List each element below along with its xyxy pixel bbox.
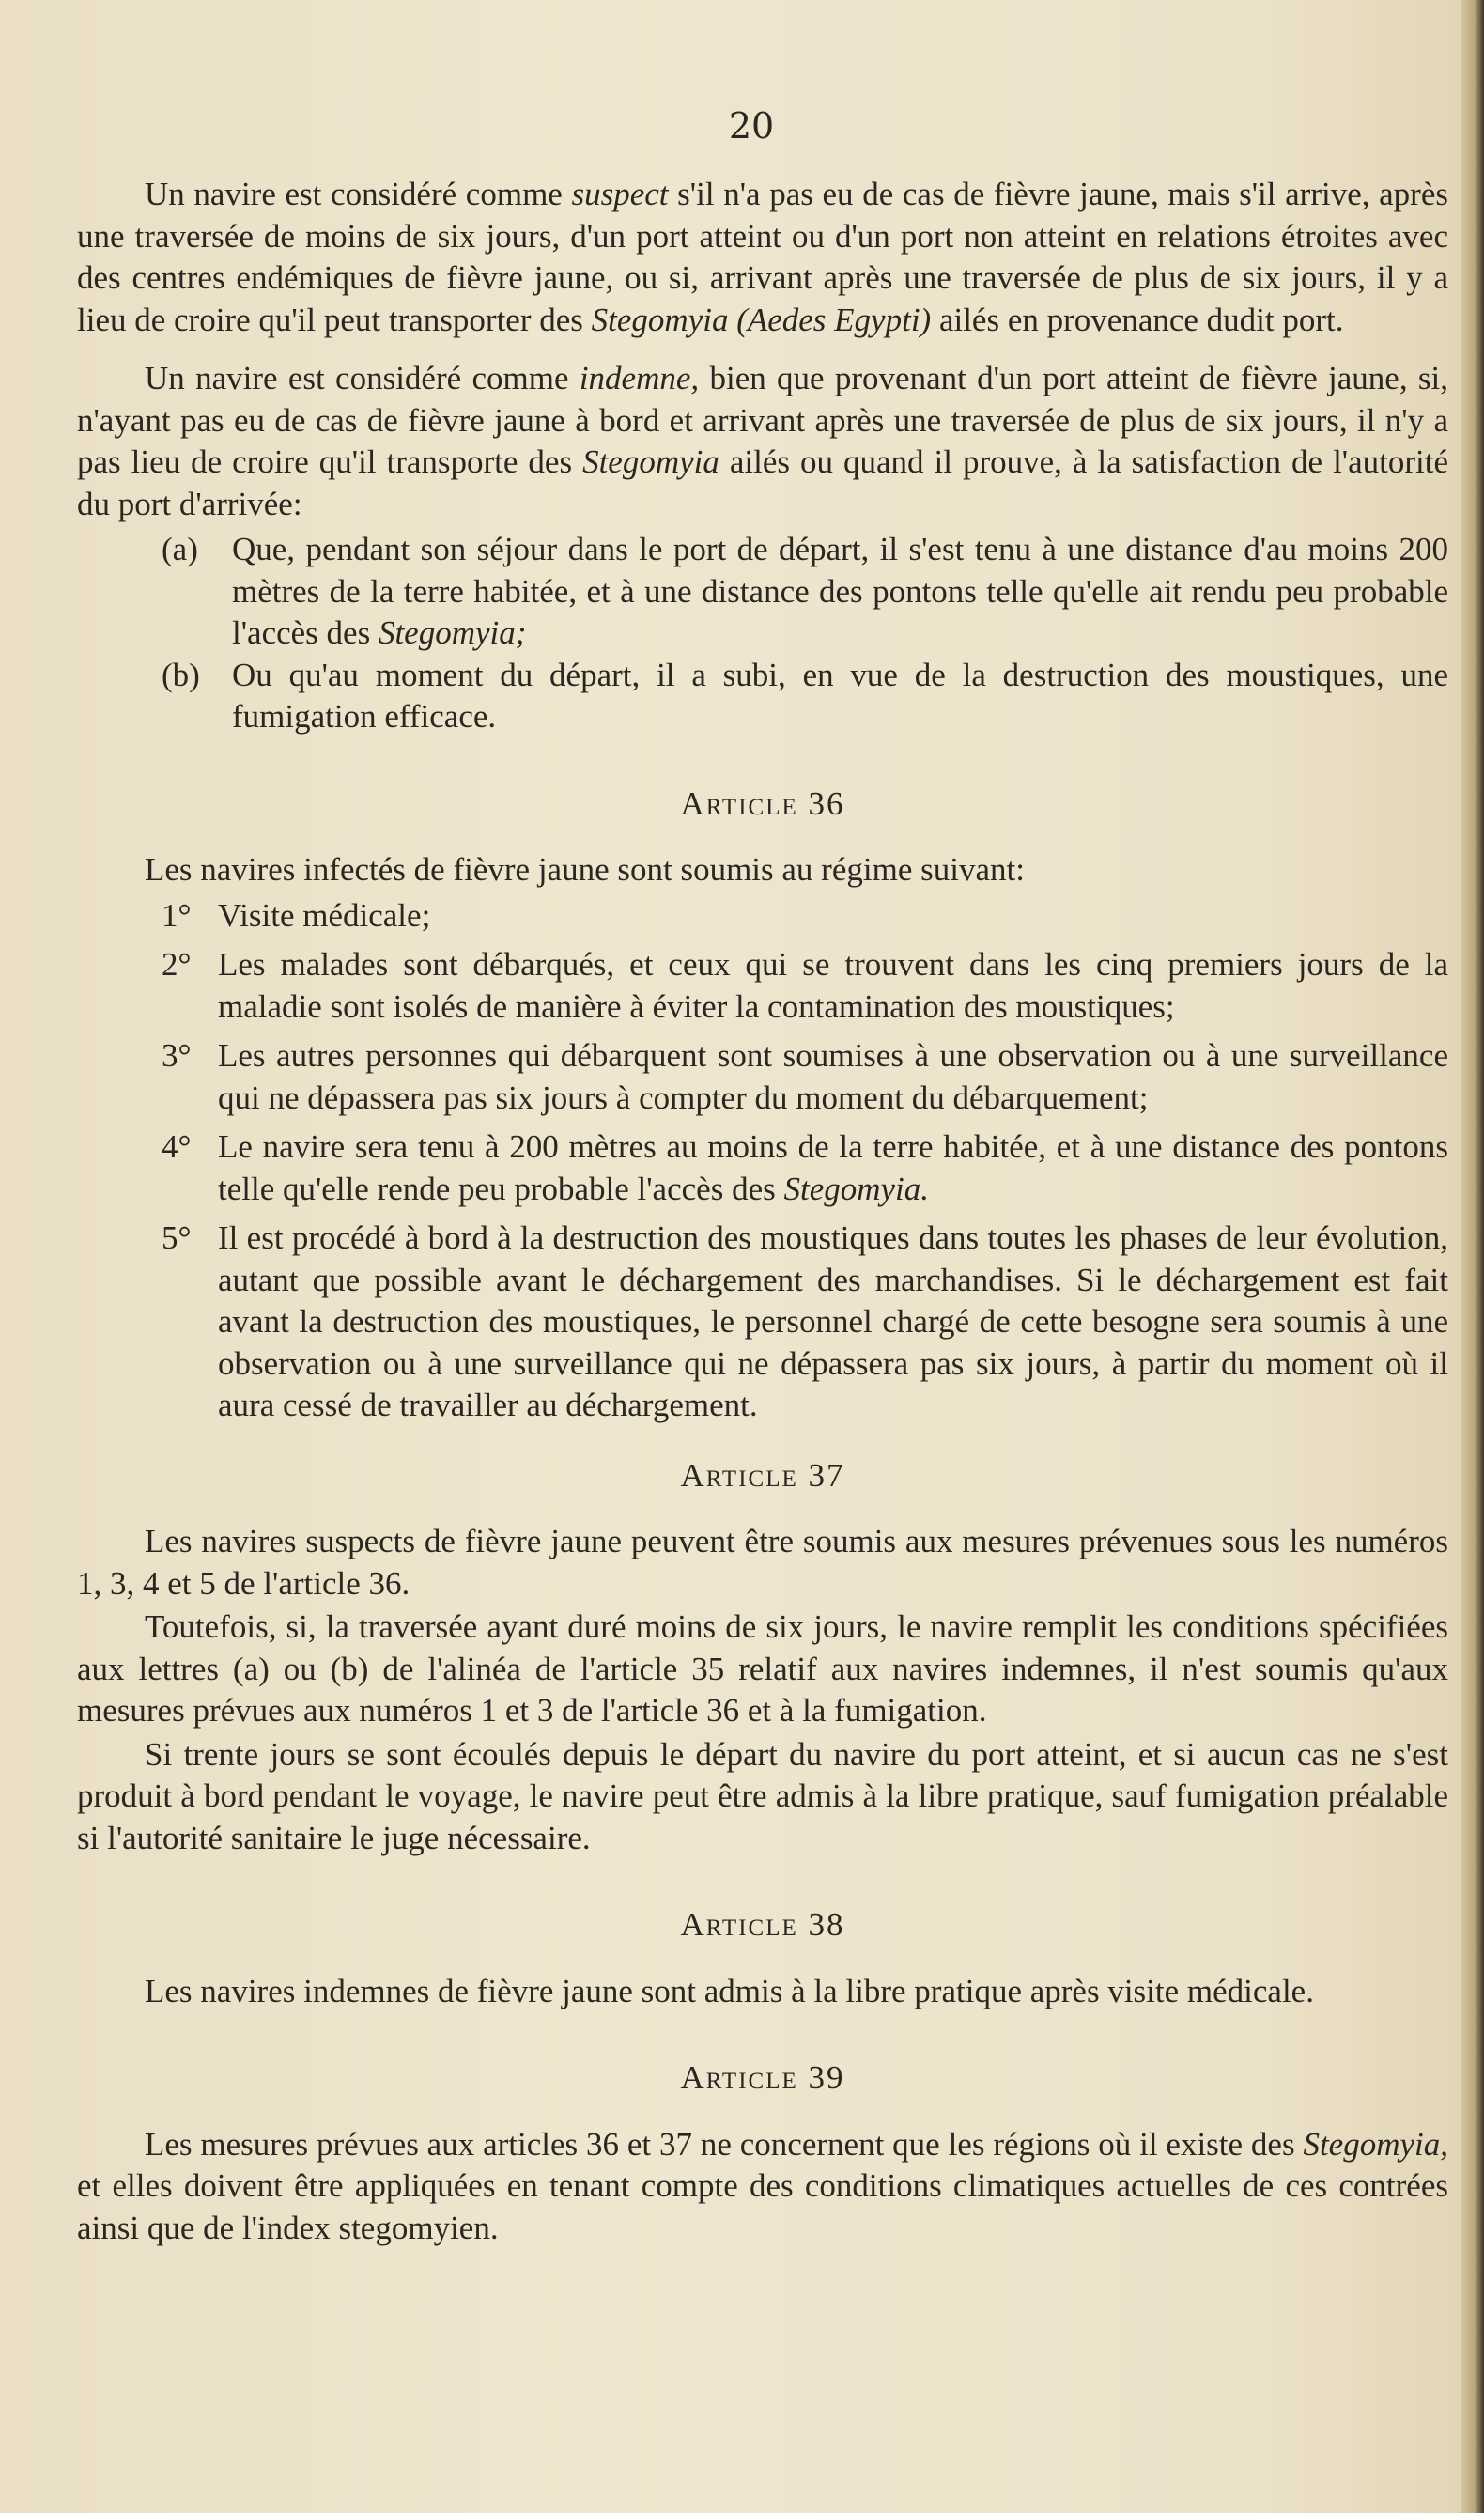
article-36-intro: Les navires infectés de fièvre jaune sont soumis au régime suivant:	[145, 851, 1025, 888]
paragraph-indemne: Un navire est considéré comme indemne, bien que provenant d'un port atteint de fièvre jaune, si, n'ayant pas eu de cas de fièvre jaune à bord et arrivant après une traversée de plus de six jours, il n'y a pas lieu de croire qu'il transporte des Stegomyia ailés ou quand il prouve, à la satisfaction de l'autorité du port d'arrivée:	[77, 360, 1449, 522]
article-37-paragraph-3: Si trente jours se sont écoulés depuis le départ du navire du port atteint, et si aucun cas ne s'est produit à bord pendant le voyage, le navire peut être admis à la libre pratique, sauf fumigation préalable si l'autorité sanitaire le juge nécessaire.	[77, 1735, 1448, 1856]
article-36-item-2: 2° Les malades sont débarqués, et ceux qui se trouvent dans les cinq premiers jours de la maladie sont isolés de manière à éviter la contamination des moustiques;	[162, 946, 1448, 1025]
article-37-paragraph-1: Les navires suspects de fièvre jaune peuvent être soumis aux mesures prévenues sous les numéros 1, 3, 4 et 5 de l'article 36.	[77, 1523, 1448, 1602]
list-item-b: (b) Ou qu'au moment du départ, il a subi, en vue de la destruction des moustiques, une fumigation efficace.	[162, 656, 1448, 735]
article-36-item-1: 1° Visite médicale;	[162, 896, 431, 934]
page-number: 20	[728, 105, 775, 147]
article-36-item-3: 3° Les autres personnes qui débarquent sont soumises à une observation ou à une surveillance qui ne dépassera pas six jours à compter du moment du débarquement;	[162, 1037, 1448, 1116]
list-item-a: (a) Que, pendant son séjour dans le port de départ, il s'est tenu à une distance d'au moins 200 mètres de la terre habitée, et à une distance des pontons telle qu'elle ait rendu peu probable l'accès des Stegomyia;	[162, 531, 1448, 651]
paragraph-suspect: Un navire est considéré comme suspect s'il n'a pas eu de cas de fièvre jaune, mais s'il arrive, après une traversée de moins de six jours, d'un port atteint ou d'un port non atteint en relations étroites avec des centres endémiques de fièvre jaune, ou si, arrivant après une traversée de plus de six jours, il y a lieu de croire qu'il peut transporter des Stegomyia (Aedes Egypti) ailés en provenance dudit port.	[77, 176, 1448, 338]
heading-article-39: Article 39	[680, 2059, 845, 2096]
article-36-item-4: 4° Le navire sera tenu à 200 mètres au moins de la terre habitée, et à une distance des pontons telle qu'elle rende peu probable l'accès des Stegomyia.	[162, 1128, 1448, 1207]
document-body	[77, 174, 1448, 2266]
article-36-item-5: 5° Il est procédé à bord à la destruction des moustiques dans toutes les phases de leur évolution, autant que possible avant le déchargement des marchandises. Si le déchargement est fait avant la destruction des moustiques, le personnel chargé de cette besogne sera soumis à une observation ou à une surveillance qui ne dépassera pas six jours, à partir du moment où il aura cessé de travailler au déchargement.	[162, 1219, 1448, 1423]
article-37-paragraph-2: Toutefois, si, la traversée ayant duré moins de six jours, le navire remplit les conditions spécifiées aux lettres (a) ou (b) de l'alinéa de l'article 35 relatif aux navires indemnes, il n'est soumis qu'aux mesures prévues aux numéros 1 et 3 de l'article 36 et à la fumigation.	[77, 1608, 1448, 1729]
heading-article-38: Article 38	[680, 1906, 845, 1943]
heading-article-36: Article 36	[680, 784, 845, 822]
article-39-paragraph: Les mesures prévues aux articles 36 et 37 ne concernent que les régions où il existe des Stegomyia, et elles doivent être appliquées en tenant compte des conditions climatiques actuelles de ces contrées ainsi que de l'index stegomyien.	[77, 2125, 1448, 2246]
page-edge	[1461, 0, 1484, 2513]
heading-article-37: Article 37	[680, 1456, 845, 1494]
article-38-paragraph: Les navires indemnes de fièvre jaune sont admis à la libre pratique après visite médicale.	[145, 1972, 1314, 2009]
